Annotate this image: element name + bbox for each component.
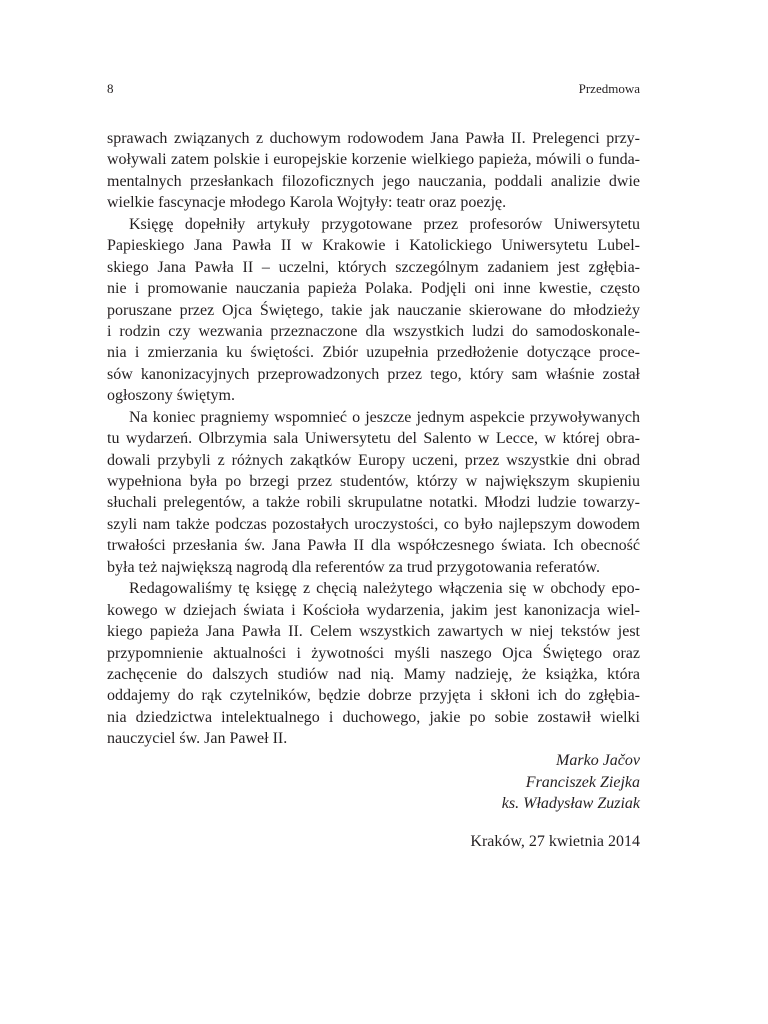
paragraph xyxy=(107,214,640,407)
text-line: Redagowaliśmy tę księgę z chęcią należytego włączenia się w obchody epo- xyxy=(129,580,640,598)
text-line: oddajemy do rąk czytelników, będzie dobrze przyjęta i skłoni ich do zgłębia- xyxy=(107,687,640,705)
paragraph xyxy=(107,407,640,579)
text-line: nauczyciel św. Jan Paweł II. xyxy=(107,730,288,748)
text-line: kowego w dziejach świata i Kościoła wydarzenia, jakim jest kanonizacja wiel- xyxy=(107,601,640,619)
text-line: nie i promowanie nauczania papieża Polaka. Podjęli oni inne kwestie, często xyxy=(107,280,640,298)
signatures xyxy=(107,750,640,815)
text-line: woływali zatem polskie i europejskie korzenie wielkiego papieża, mówili o funda- xyxy=(107,151,640,169)
running-head xyxy=(107,80,640,98)
page-number: 8 xyxy=(107,81,114,96)
text-line: szyli nam także podczas pozostałych uroczystości, co było najlepszym dowodem xyxy=(107,515,640,533)
text-line: skiego Jana Pawła II – uczelni, których szczególnym zadaniem jest zgłębia- xyxy=(107,258,640,276)
text-line: kiego papieża Jana Pawła II. Celem wszystkich zawartych w niej tekstów jest xyxy=(107,623,640,641)
text-line: tu wydarzeń. Olbrzymia sala Uniwersytetu del Salento w Lecce, w której obra- xyxy=(107,430,640,448)
text-line: trwałości przesłania św. Jana Pawła II dla współczesnego świata. Ich obecność xyxy=(107,537,640,555)
paragraph xyxy=(107,578,640,750)
text-line: była też największą nagrodą dla referentów za trud przygotowania referatów. xyxy=(107,558,600,576)
text-line: i rodzin czy wezwania przeznaczone dla wszystkich ludzi do samodoskonale- xyxy=(107,322,640,340)
paragraph xyxy=(107,128,640,214)
text-line: przypomnienie aktualności i żywotności myśli naszego Ojca Świętego oraz xyxy=(107,644,640,662)
text-line: dowali przybyli z różnych zakątków Europy uczeni, przez wszystkie dni obrad xyxy=(107,451,640,469)
text-line: poruszane przez Ojca Świętego, takie jak nauczanie skierowane do młodzieży xyxy=(107,301,640,319)
text-line: nia dziedzictwa intelektualnego i duchowego, jakie po sobie zostawił wielki xyxy=(107,708,640,726)
text-line: wielkie fascynacje młodego Karola Wojtyły: teatr oraz poezję. xyxy=(107,194,507,212)
text-line: sów kanonizacyjnych przeprowadzonych przez tego, który sam właśnie został xyxy=(107,365,640,383)
text-line: mentalnych przesłankach filozoficznych jego nauczania, poddali analizie dwie xyxy=(107,172,640,190)
text-line: sprawach związanych z duchowym rodowodem Jana Pawła II. Prelegenci przy- xyxy=(107,130,640,147)
text-line: nia i zmierzania ku świętości. Zbiór uzupełnia przedłożenie dotyczące proce- xyxy=(107,344,640,362)
text-line: Na koniec pragniemy wspomnieć o jeszcze jednym aspekcie przywoływanych xyxy=(129,408,640,426)
signature-franciszek-ziejka: Franciszek Ziejka xyxy=(525,773,640,791)
place-and-date: Kraków, 27 kwietnia 2014 xyxy=(470,833,640,850)
signature-wladyslaw-zuziak: ks. Władysław Zuziak xyxy=(501,795,640,812)
text-line: słuchali prelegentów, a także robili skrupulatne notatki. Młodzi ludzie towarzy- xyxy=(107,494,640,512)
text-line: ogłoszony świętym. xyxy=(107,387,235,405)
text-line: Papieskiego Jana Pawła II w Krakowie i Katolickiego Uniwersytetu Lubel- xyxy=(107,237,640,255)
section-title: Przedmowa xyxy=(578,81,640,96)
signature-marko-jacov: Marko Jačov xyxy=(556,752,640,769)
text-line: wypełniona była po brzegi przez studentów, którzy w największym skupieniu xyxy=(107,473,640,490)
text-line: Księgę dopełniły artykuły przygotowane przez profesorów Uniwersytetu xyxy=(129,215,640,233)
text-line: zachęcenie do dalszych studiów nad nią. Mamy nadzieję, że książka, która xyxy=(107,665,640,683)
preface-body xyxy=(107,128,640,750)
